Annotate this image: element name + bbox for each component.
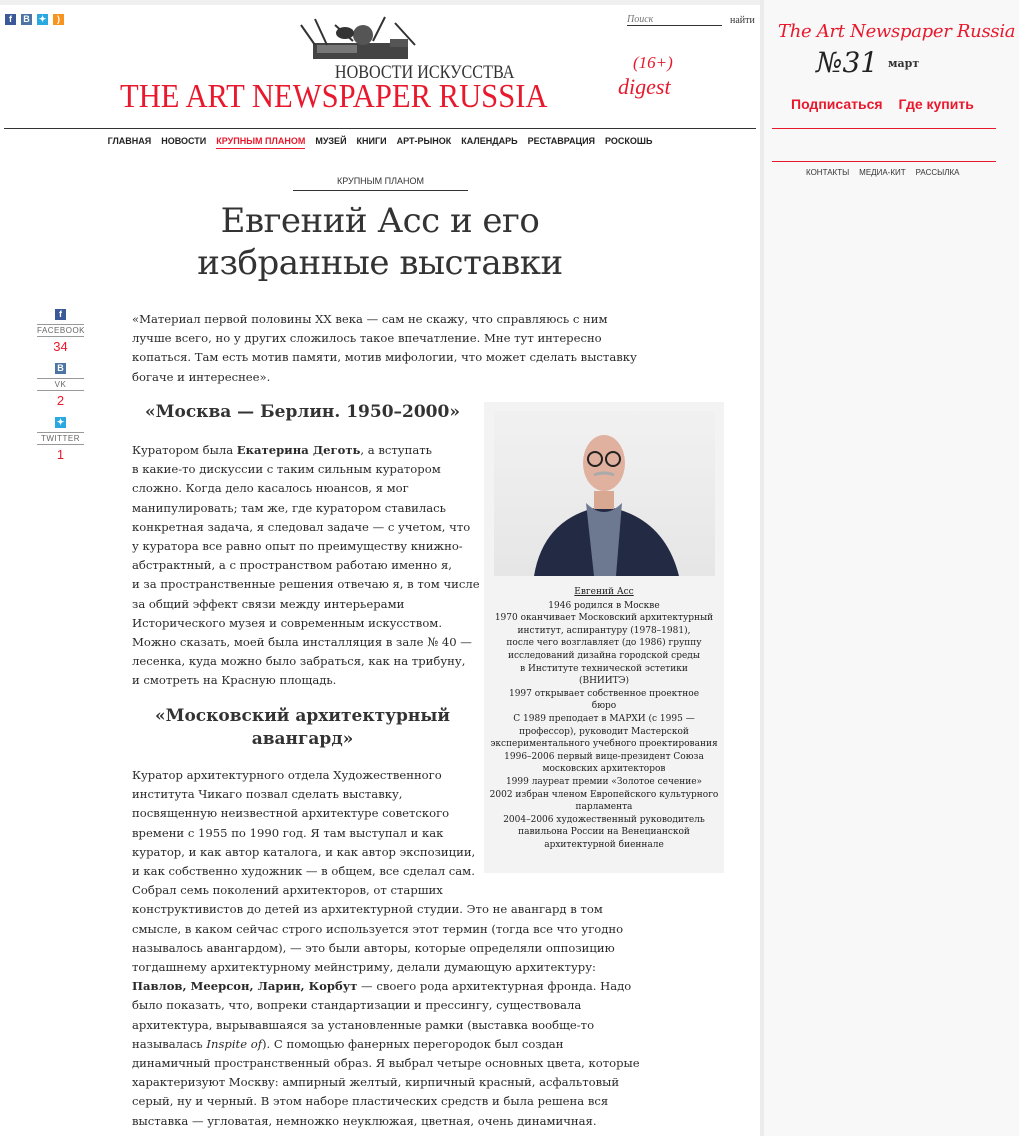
nav-item-5[interactable]: АРТ-РЫНОК bbox=[396, 136, 452, 146]
newsletter-link[interactable]: РАССЫЛКА bbox=[915, 168, 960, 177]
caption-line: 2004–2006 художественный руководитель bbox=[503, 814, 705, 825]
nav-item-4[interactable]: КНИГИ bbox=[356, 136, 387, 146]
text-segment: выставка — угловатая, немножко неуклюжая, цветная, очень динамичная. bbox=[132, 1113, 597, 1128]
text-segment: и за пространственные решения отвечаю я, в том числе bbox=[132, 577, 480, 592]
text-line bbox=[132, 368, 637, 387]
text-segment: серый, ну и черный. В этом наборе пластических средств и была решена вся bbox=[132, 1094, 609, 1109]
text-line bbox=[132, 556, 480, 575]
text-line bbox=[132, 939, 640, 958]
text-line bbox=[132, 958, 640, 977]
text-line bbox=[132, 537, 480, 556]
section-label[interactable]: КРУПНЫМ ПЛАНОМ bbox=[293, 176, 468, 191]
portrait-figure bbox=[484, 402, 724, 873]
portrait-photo bbox=[494, 411, 715, 576]
text-line bbox=[132, 310, 637, 329]
portrait-caption bbox=[484, 586, 724, 851]
share-count: 1 bbox=[56, 447, 65, 462]
nav-item-7[interactable]: РЕСТАВРАЦИЯ bbox=[527, 136, 596, 146]
text-line bbox=[132, 652, 480, 671]
digest-label: digest bbox=[618, 74, 671, 99]
text-segment: у куратора все равно опыт по преимуществу книжно- bbox=[132, 539, 463, 554]
nav-item-0[interactable]: ГЛАВНАЯ bbox=[107, 136, 152, 146]
twitter-icon[interactable]: ✦ bbox=[38, 14, 47, 24]
heading-line: «Московский архитектурный bbox=[155, 706, 450, 726]
share-count: 2 bbox=[56, 393, 65, 408]
share-column bbox=[37, 309, 84, 471]
caption-line: 2002 избран членом Европейского культурного bbox=[489, 789, 719, 800]
text-segment: конструктивистов до детей из архитектурной студии. Это не авангард в том bbox=[132, 902, 603, 917]
text-segment: лесенка, куда можно было забраться, как на трибуну, bbox=[132, 654, 466, 669]
social-links bbox=[5, 14, 64, 25]
search-button[interactable]: найти bbox=[730, 15, 755, 26]
text-segment: архитектура, вырывавшаяся за установленные рамки (выставка вообще-то bbox=[132, 1017, 595, 1032]
text-line bbox=[132, 1112, 640, 1131]
heading-moscow-berlin: «Москва — Берлин. 1950–2000» bbox=[145, 402, 460, 422]
text-segment: тогдашнему архитектурному мейнстриму, делали думающую архитектуру: bbox=[132, 960, 596, 975]
text-line bbox=[132, 595, 480, 614]
text-line bbox=[132, 479, 480, 498]
logo-engraving-icon bbox=[295, 15, 425, 63]
caption-line: институт, аспирантуру (1978–1981), bbox=[517, 625, 691, 636]
text-segment: ). С помощью фанерных перегородок был создан bbox=[262, 1036, 564, 1051]
nav-item-6[interactable]: КАЛЕНДАРЬ bbox=[461, 136, 518, 146]
title-line: Евгений Асс и его bbox=[220, 201, 540, 241]
text-line bbox=[132, 348, 637, 367]
text-segment: и как собственно художник — в общем, все сделал сам. bbox=[132, 864, 475, 879]
text-line bbox=[132, 633, 480, 652]
text-segment: называлась bbox=[132, 1036, 207, 1051]
text-line bbox=[132, 1073, 640, 1092]
facebook-icon[interactable]: f bbox=[5, 14, 16, 25]
nav-item-3[interactable]: МУЗЕЙ bbox=[315, 136, 347, 146]
text-segment: куратор, и как автор каталога, и как автор экспозиции, bbox=[132, 844, 476, 859]
text-segment: за общий эффект связи между интерьерами bbox=[132, 596, 405, 611]
text-segment: было показать, что, вопреки стандартизации и прессингу, существовала bbox=[132, 998, 582, 1013]
vk-icon[interactable]: B bbox=[21, 14, 32, 25]
logo-english: THE ART NEWSPAPER RUSSIA bbox=[120, 78, 548, 115]
caption-line: павильона России на Венецианской bbox=[518, 827, 690, 838]
text-segment: посвященную неизвестной архитектуре советского bbox=[132, 806, 450, 821]
text-segment: института Чикаго позвал сделать выставку, bbox=[132, 787, 403, 802]
text-segment: конкретная задача, я следовал задаче — с учетом, что bbox=[132, 519, 471, 534]
issue-number: №31 bbox=[816, 46, 879, 79]
caption-line: 1999 лауреат премии «Золотое сечение» bbox=[505, 776, 703, 787]
text-line bbox=[132, 1092, 640, 1111]
text-segment: богаче и интереснее». bbox=[132, 369, 271, 384]
nav-item-2[interactable]: КРУПНЫМ ПЛАНОМ bbox=[216, 136, 305, 149]
text-segment: Собрал семь поколений архитекторов, от старших bbox=[132, 883, 443, 898]
text-segment: Куратором была bbox=[132, 443, 237, 457]
text-segment: копаться. Там есть мотив памяти, мотив мифологии, что может сделать выставку bbox=[132, 350, 637, 365]
age-rating: (16+) bbox=[633, 53, 673, 72]
subscribe-link[interactable]: Подписаться bbox=[791, 96, 883, 112]
text-line bbox=[132, 518, 480, 537]
caption-line: московских архитекторов bbox=[542, 764, 666, 775]
text-line bbox=[132, 996, 640, 1015]
text-line bbox=[132, 920, 640, 939]
text-line bbox=[132, 900, 640, 919]
caption-name[interactable]: Евгений Асс bbox=[574, 587, 634, 597]
text-line bbox=[132, 329, 637, 348]
caption-line: после чего возглавляет (до 1986) группу bbox=[506, 638, 702, 649]
text-line bbox=[132, 1016, 640, 1035]
text-line bbox=[132, 499, 480, 518]
text-line bbox=[132, 977, 640, 996]
text-segment: Inspite of bbox=[206, 1036, 263, 1051]
text-segment: и смотреть на Красную площадь. bbox=[132, 673, 337, 688]
text-segment: называлось авангардом), — это были авторы, которые определяли оппозицию bbox=[132, 940, 615, 955]
sidebar bbox=[760, 0, 1019, 1136]
nav-item-1[interactable]: НОВОСТИ bbox=[161, 136, 207, 146]
text-segment: лучше всего, но у других сложилось такое впечатление. Мне тут интересно bbox=[132, 331, 602, 346]
caption-line: 1970 оканчивает Московский архитектурный bbox=[494, 613, 714, 624]
share-label[interactable]: VK bbox=[37, 378, 84, 391]
text-line bbox=[132, 441, 480, 460]
contacts-link[interactable]: КОНТАКТЫ bbox=[806, 168, 850, 177]
article-title bbox=[130, 200, 630, 284]
logo-russian: НОВОСТИ ИСКУССТВА bbox=[334, 62, 515, 83]
caption-line: парламента bbox=[575, 802, 633, 813]
text-segment: Можно сказать, моей была инсталляция в зале № 40 — bbox=[132, 635, 472, 650]
header-divider bbox=[4, 128, 756, 129]
text-segment: характеризуют Москву: ампирный желтый, кирпичный красный, асфальтовый bbox=[132, 1075, 620, 1090]
paragraph-moscow-berlin bbox=[132, 441, 480, 691]
text-segment: — своего рода архитектурная фронда. Надо bbox=[357, 979, 632, 994]
caption-line: (ВНИИТЭ) bbox=[578, 676, 630, 687]
rss-icon[interactable]: ) bbox=[53, 14, 64, 25]
twitter-icon[interactable]: ✦ bbox=[56, 417, 65, 427]
caption-line: в Институте технической эстетики bbox=[520, 663, 688, 674]
text-segment: в какие-то дискуссии с таким сильным куратором bbox=[132, 462, 441, 477]
sidebar-divider bbox=[772, 161, 996, 162]
facebook-icon[interactable]: f bbox=[55, 309, 66, 320]
text-segment: , а вступать bbox=[360, 443, 432, 457]
where-to-buy-link[interactable]: Где купить bbox=[898, 96, 974, 112]
nav-item-8[interactable]: РОСКОШЬ bbox=[605, 136, 653, 146]
top-bar bbox=[0, 0, 760, 5]
text-line bbox=[132, 1054, 640, 1073]
caption-line: архитектурной биеннале bbox=[544, 839, 664, 850]
caption-line: С 1989 преподает в МАРХИ (с 1995 — bbox=[513, 713, 695, 724]
sidebar-divider bbox=[772, 128, 996, 129]
text-segment: времени с 1955 по 1990 год. Я там выступал и как bbox=[132, 825, 444, 840]
main-nav bbox=[0, 136, 760, 149]
vk-icon[interactable]: B bbox=[55, 363, 66, 374]
text-line bbox=[132, 1035, 640, 1054]
caption-line: 1997 открывает собственное проектное bbox=[508, 688, 700, 699]
issue-month: март bbox=[888, 57, 920, 70]
share-count: 34 bbox=[53, 339, 68, 354]
intro-quote bbox=[132, 310, 637, 387]
caption-line: профессор), руководит Мастерской bbox=[519, 726, 689, 737]
text-segment: динамичный пространственный образ. Я выбрал четыре основных цвета, которые bbox=[132, 1056, 640, 1071]
text-line bbox=[132, 460, 480, 479]
text-line bbox=[132, 614, 480, 633]
text-line bbox=[132, 671, 480, 690]
heading-line: авангард» bbox=[251, 729, 354, 749]
site-logo[interactable] bbox=[120, 12, 700, 117]
text-segment: абстрактный, а с пространством работаю именно я, bbox=[132, 558, 452, 573]
sidebar-title: The Art Newspaper Russia bbox=[778, 21, 1016, 42]
text-line bbox=[132, 881, 640, 900]
share-label[interactable]: FACEBOOK bbox=[37, 326, 86, 335]
caption-line: исследований дизайна городской среды bbox=[507, 650, 701, 661]
text-segment: Куратор архитектурного отдела Художественного bbox=[132, 768, 442, 782]
text-segment: манипулировать; там же, где куратором ставилась bbox=[132, 500, 446, 515]
caption-line: 1996–2006 первый вице-президент Союза bbox=[504, 751, 704, 762]
caption-line: 1946 родился в Москве bbox=[548, 600, 660, 611]
title-line: избранные выставки bbox=[197, 243, 563, 283]
text-segment: Исторического музея и современным искусством. bbox=[132, 615, 443, 630]
text-segment: Павлов, Меерсон, Ларин, Корбут bbox=[132, 979, 358, 994]
text-segment: смысле, в каком сейчас строго используется этот термин (тогда все что угодно bbox=[132, 921, 624, 936]
share-label[interactable]: TWITTER bbox=[37, 432, 84, 445]
caption-line: бюро bbox=[591, 701, 617, 712]
text-line bbox=[132, 575, 480, 594]
text-segment: «Материал первой половины XX века — сам не скажу, что справляюсь с ним bbox=[132, 312, 608, 326]
text-segment: Екатерина Деготь bbox=[236, 443, 361, 457]
heading-avant-garde bbox=[130, 705, 475, 751]
caption-line: экспериментального учебного проектирования bbox=[490, 739, 718, 750]
text-segment: сложно. Когда дело касалось нюансов, я мог bbox=[132, 481, 409, 496]
media-kit-link[interactable]: МЕДИА-КИТ bbox=[859, 168, 906, 177]
